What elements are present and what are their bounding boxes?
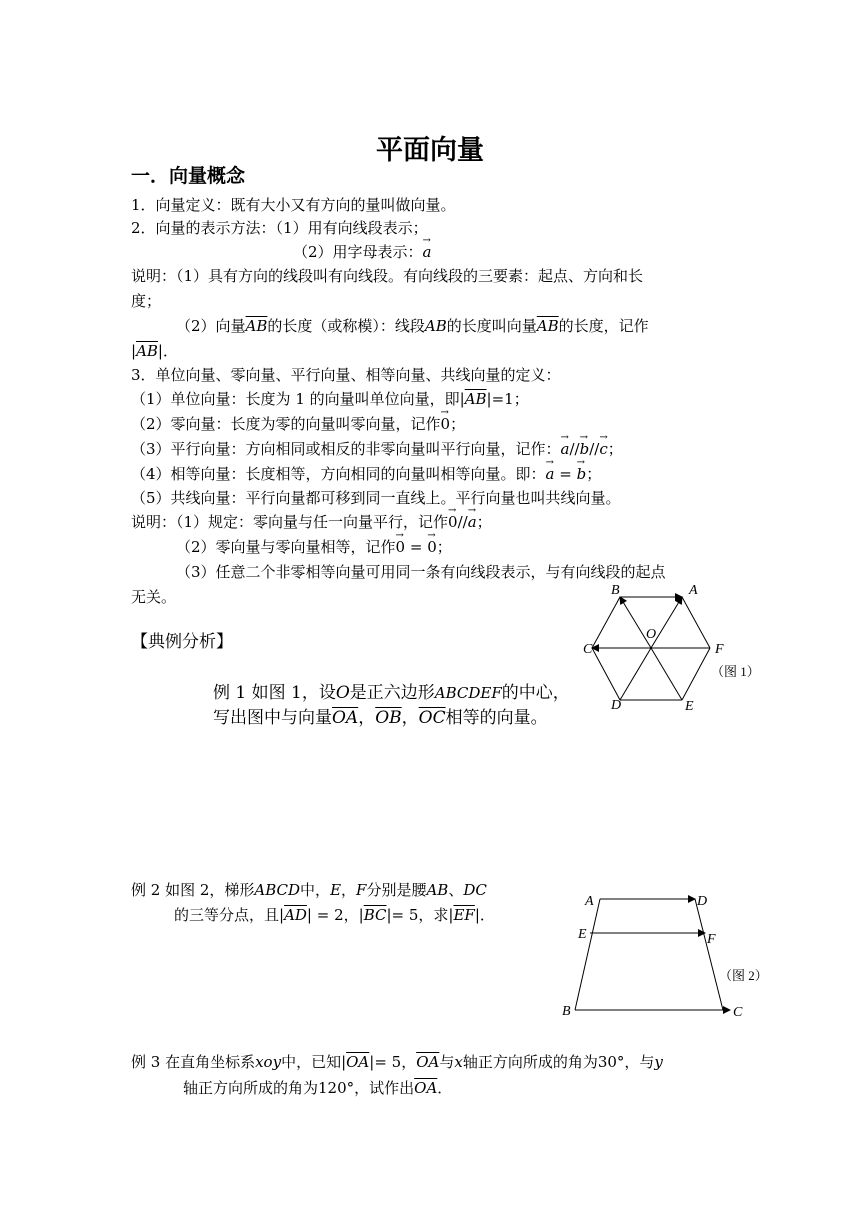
page-title: 平面向量 [376,135,484,166]
label-c: C [583,642,593,657]
figure2-caption: （图 2） [719,968,768,983]
text-line: 度； [131,292,162,310]
label-e: E [578,927,587,942]
example1-line: 写出图中与向量$\overline{OA}$，$\overline{OB}$，$\overline{OC}$相等的向量。 [213,708,548,728]
text-line: 1．向量定义：既有大小又有方向的量叫做向量。 [131,196,456,214]
label-d: D [611,698,622,713]
text-line: （2）零向量与零向量相等，记作→ 0 = → 0； [176,537,452,557]
example3-line: 例 3 在直角坐标系xoy中，已知$|\overline{OA}|= 5$，$\overline{OA}$与x轴正方向所成的角为30°，与y [131,1053,663,1071]
section-heading: 一．向量概念 [131,165,246,187]
leg-ab [575,899,600,1010]
label-o: O [646,627,657,642]
text-line: $|\overline{AB}|$． [131,342,178,360]
edge-cb [592,597,620,648]
example1-line: 例 1 如图 1，设O是正六边形ABCDEF的中心， [213,683,570,703]
text-line: （2）向量$\overline{AB}$的长度（或称模）：线段AB的长度叫向量$\overline{AB}$的长度，记作 [176,317,649,335]
label-a: A [689,583,698,598]
text-line: （3）平行向量：方向相同或相反的非零向量叫平行向量，记作：→ a//→ b//→ c； [131,439,623,459]
text-line: 说明：（1）规定：零向量与任一向量平行，记作→ 0//→ a； [131,512,492,532]
text-line: （5）共线向量：平行向量都可移到同一直线上。平行向量也叫共线向量。 [131,489,621,507]
label-c: C [733,1005,743,1020]
text-line: （3）任意二个非零相等向量可用同一条有向线段表示，与有向线段的起点 [176,563,666,581]
analysis-heading: 【典例分析】 [131,632,233,652]
text-line: 3．单位向量、零向量、平行向量、相等向量、共线向量的定义： [131,366,561,384]
leg-dc [695,899,723,1010]
label-f: F [715,642,724,657]
text-line: 说明：（1）具有方向的线段叫有向线段。有向线段的三要素：起点、方向和长 [131,267,644,285]
text-line: （1）单位向量：长度为 1 的向量叫单位向量，即$|\overline{AB}|=1$； [131,390,529,408]
segment-od [620,648,651,700]
example2-line: 的三等分点，且$|\overline{AD}| = 2$，$|\overline{BC}|= 5$，求$|\overline{EF}|$． [174,906,495,924]
hexagon-figure [575,580,770,715]
label-d: D [697,894,708,909]
edge-dc [592,648,620,700]
segment-oe [651,648,682,700]
example2-line: 例 2 如图 2，梯形ABCD中，E，F分别是腰AB、DC [131,881,487,899]
text-line: 2．向量的表示方法：（1）用有向线段表示； [131,219,428,237]
vector-symbol: → a [423,242,432,262]
text-line: （2）用字母表示：→ a [293,242,432,262]
label-b: B [562,1004,571,1019]
label-e: E [685,699,694,714]
example3-line: 轴正方向所成的角为120°，试作出$\overline{OA}$． [183,1079,453,1097]
edge-af [682,597,710,648]
label-b: B [611,583,620,598]
edge-fe [682,648,710,700]
text-line: 无关。 [131,588,177,606]
text-line: （2）零向量：长度为零的向量叫零向量，记作→ 0； [131,414,465,434]
label-f: F [707,932,716,947]
trapezoid-figure [555,885,780,1025]
figure1-caption: （图 1） [711,664,760,679]
text-line: （4）相等向量：长度相等，方向相同的向量叫相等向量。即：→ a = → b； [131,464,601,484]
label-a: A [585,894,594,909]
